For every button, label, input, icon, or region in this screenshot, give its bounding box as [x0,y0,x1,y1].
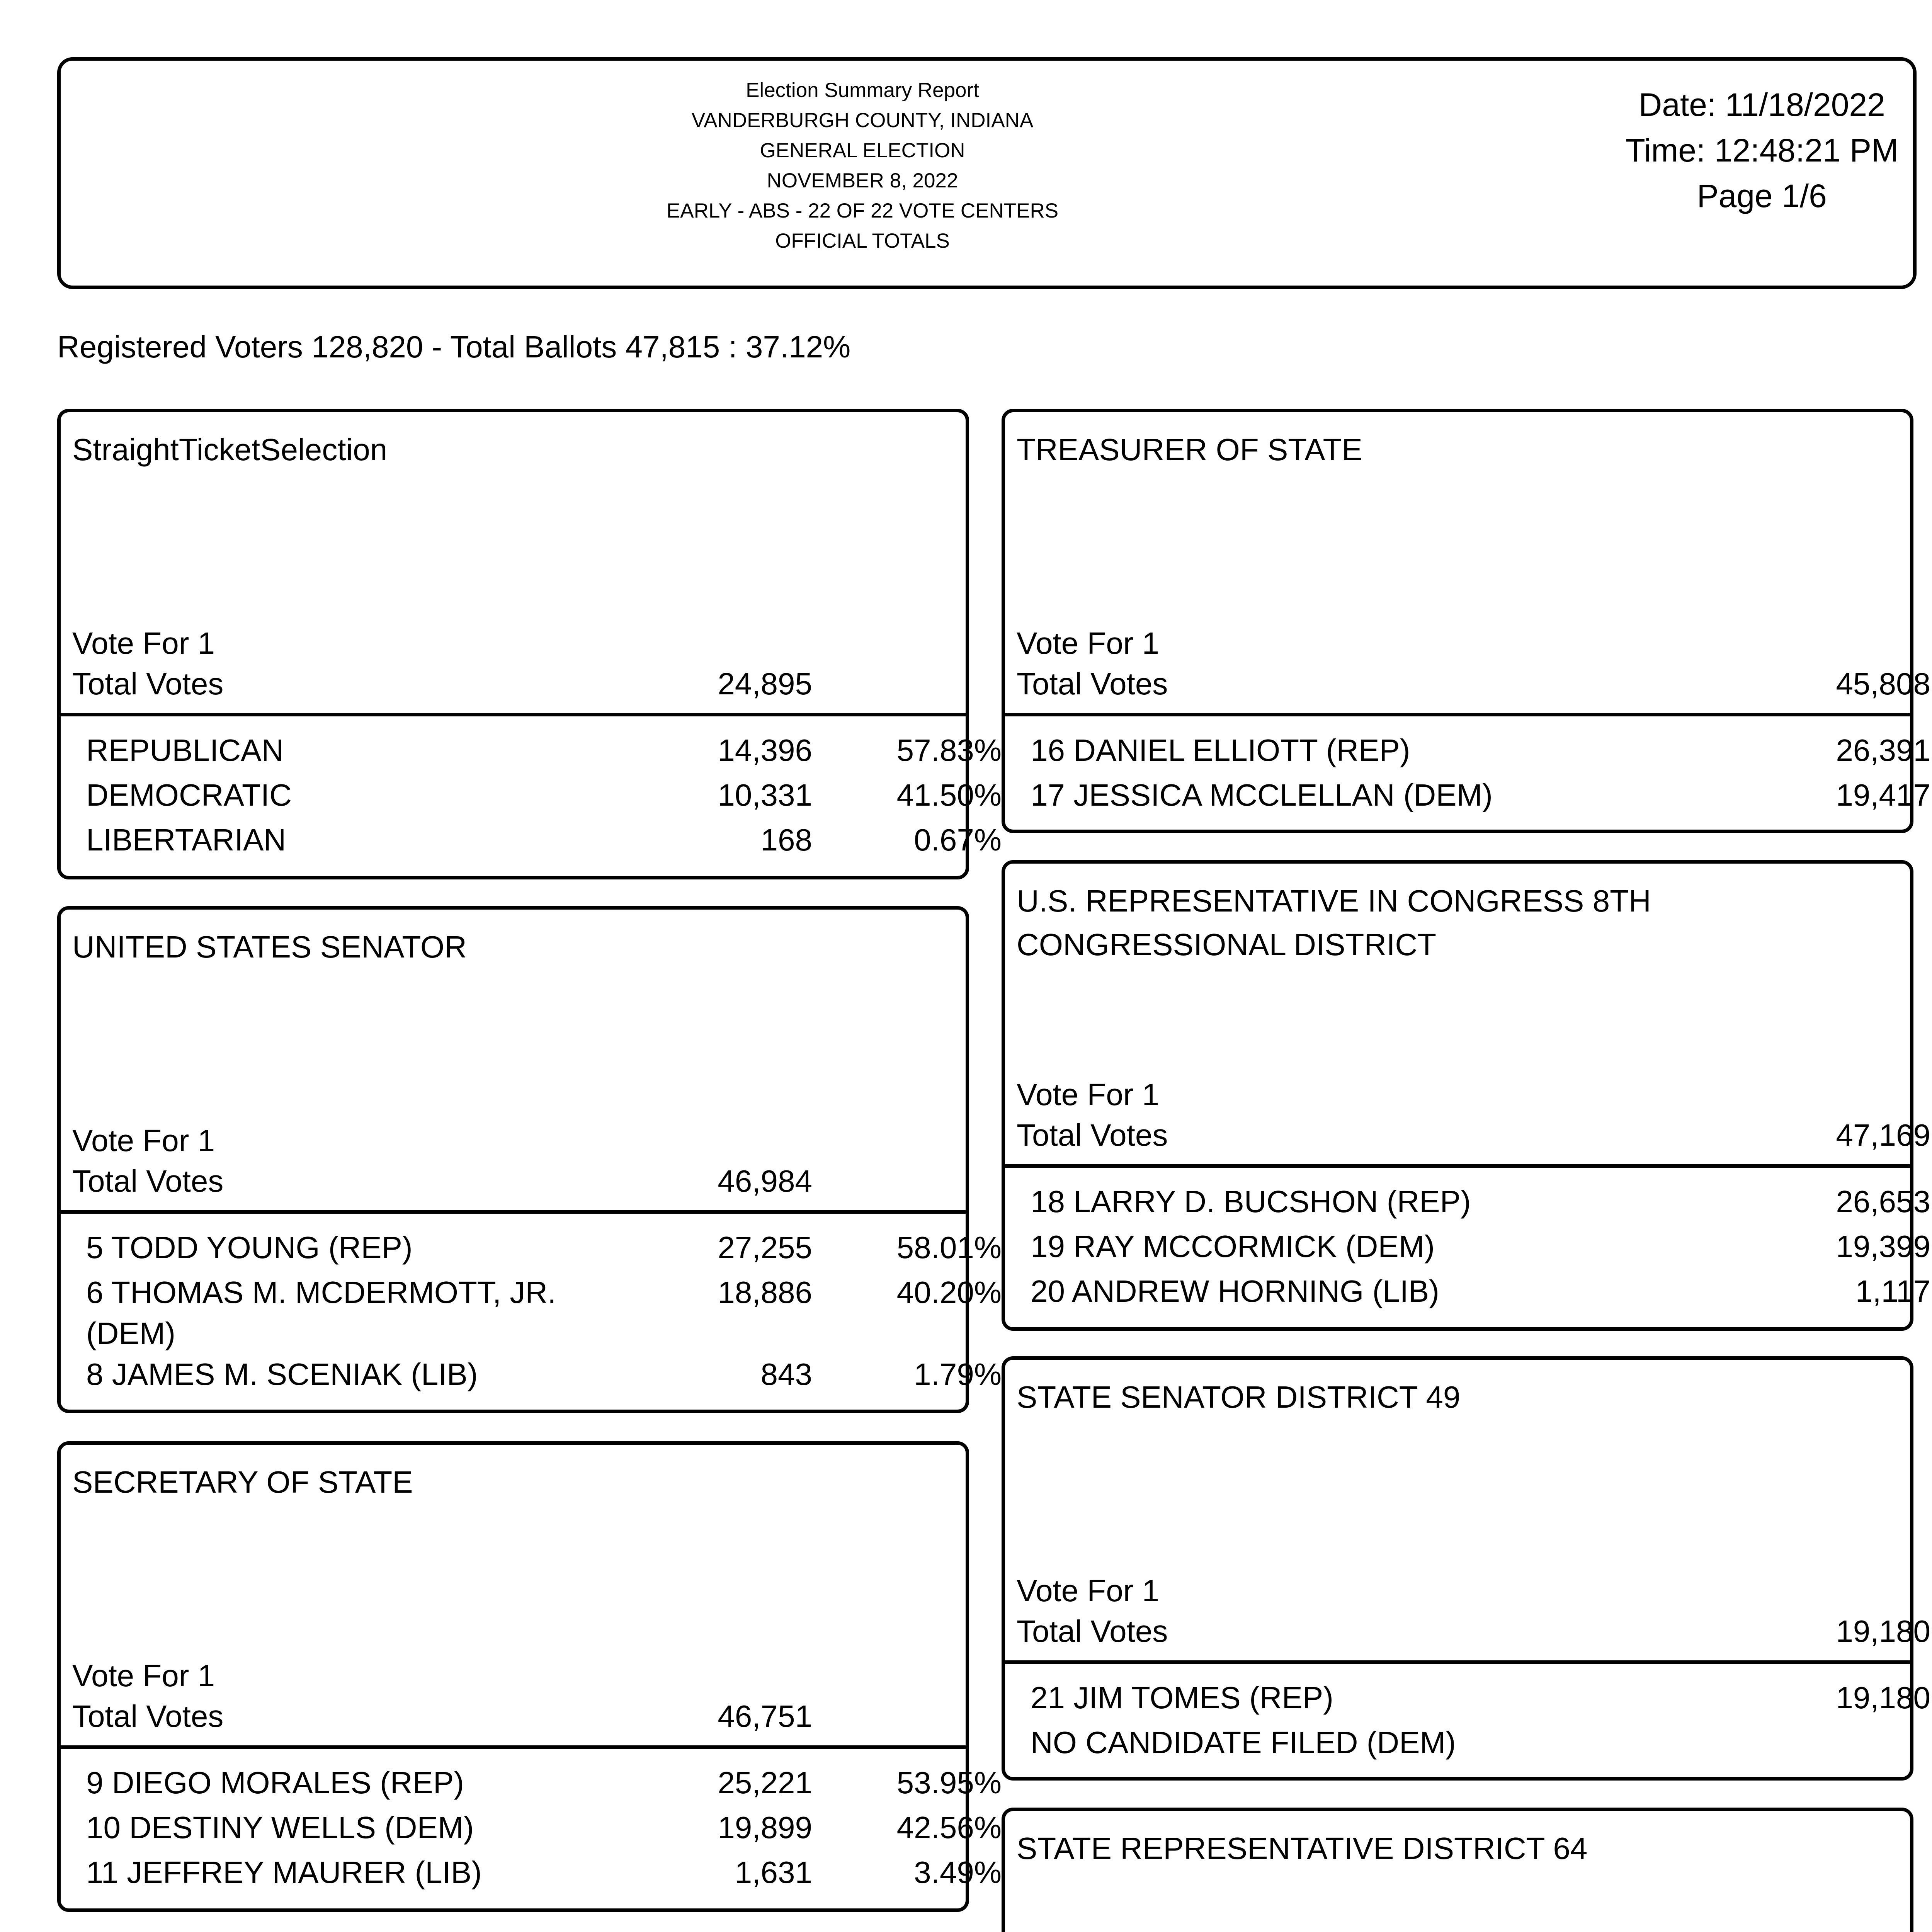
candidate-name: 9 DIEGO MORALES (REP) [86,1765,464,1800]
contest-secretary-of-state [57,1441,1002,1912]
candidate-name: 17 JESSICA MCCLELLAN (DEM) [1031,778,1493,812]
candidate-votes: 1,117 [1855,1274,1930,1308]
candidate-votes: 26,391 [1836,733,1930,767]
vote-for: Vote For 1 [1017,626,1160,660]
page-number: Page 1/6 [1697,178,1827,214]
contest-state-senator-49 [1002,1356,1930,1781]
total-votes-value: 24,895 [718,667,812,701]
candidate-votes: 19,399 [1836,1229,1930,1264]
candidate-votes: 14,396 [718,733,812,767]
candidate-percent: 53.95% [896,1765,1002,1800]
vote-for: Vote For 1 [1017,1573,1160,1608]
total-votes-label: Total Votes [72,667,224,701]
contest-treasurer-of-state [1002,409,1930,833]
total-votes-value: 19,180 [1836,1614,1930,1648]
candidate-votes: 843 [760,1357,812,1391]
total-votes-value: 45,808 [1836,667,1930,701]
candidate-name: 6 THOMAS M. MCDERMOTT, JR. (DEM) [86,1275,556,1350]
total-votes-label: Total Votes [1017,1614,1168,1648]
report-title-block [61,75,1664,256]
contest-title: STATE REPRESENTATIVE DISTRICT 64 [1017,1831,1588,1866]
candidate-percent: 58.01% [896,1230,1002,1265]
report-date: Date: 11/18/2022 [1638,87,1885,123]
contest-straight-ticket [57,409,1002,879]
candidate-name: 10 DESTINY WELLS (DEM) [86,1810,474,1845]
total-votes-label: Total Votes [72,1164,224,1198]
candidate-votes: 19,899 [718,1810,812,1845]
vote-for: Vote For 1 [72,1123,215,1158]
official-totals: OFFICIAL TOTALS [775,230,950,252]
vote-for: Vote For 1 [72,626,215,660]
election-date: NOVEMBER 8, 2022 [767,169,958,192]
contest-title: StraightTicketSelection [72,432,388,467]
candidate-votes: 27,255 [718,1230,812,1265]
candidate-percent: 3.49% [914,1855,1002,1889]
candidate-name: 19 RAY MCCORMICK (DEM) [1031,1229,1435,1264]
divider [61,1745,966,1749]
total-votes-value: 46,751 [718,1699,812,1733]
total-votes-value: 46,984 [718,1164,812,1198]
divider [1005,713,1910,716]
contest-title: UNITED STATES SENATOR [72,930,467,964]
total-votes-value: 47,169 [1836,1118,1930,1152]
divider [1005,1164,1910,1168]
report-title: Election Summary Report [746,79,979,102]
candidate-votes: 1,631 [735,1855,812,1889]
contest-us-senator [57,906,1002,1413]
candidate-name: LIBERTARIAN [86,823,286,857]
candidate-votes: 25,221 [718,1765,812,1800]
candidate-percent: 0.67% [914,823,1002,857]
candidate-votes: 168 [760,823,812,857]
candidate-name: DEMOCRATIC [86,778,292,812]
candidate-votes: 26,653 [1836,1184,1930,1219]
vote-for: Vote For 1 [1017,1077,1160,1112]
candidate-name: REPUBLICAN [86,733,284,767]
candidate-percent: 57.83% [896,733,1002,767]
contest-us-representative [1002,860,1930,1331]
candidate-name: 11 JEFFREY MAURER (LIB) [86,1855,482,1889]
contest-title-line: CONGRESSIONAL DISTRICT [1017,927,1437,962]
candidate-percent: 42.56% [896,1810,1002,1845]
vote-for: Vote For 1 [72,1658,215,1693]
divider [1005,1660,1910,1664]
election-type: GENERAL ELECTION [760,139,965,162]
contest-title: STATE SENATOR DISTRICT 49 [1017,1380,1461,1414]
candidate-votes: 19,180 [1836,1680,1930,1715]
candidate-percent: 41.50% [896,778,1002,812]
contest-title [1017,879,1651,966]
candidate-name: 20 ANDREW HORNING (LIB) [1031,1274,1439,1308]
total-votes-label: Total Votes [72,1699,224,1733]
candidate-name: 8 JAMES M. SCENIAK (LIB) [86,1357,478,1391]
report-header [57,57,1917,289]
county-name: VANDERBURGH COUNTY, INDIANA [691,109,1034,132]
report-time: Time: 12:48:21 PM [1625,132,1898,168]
candidate-percent: 1.79% [914,1357,1002,1391]
total-votes-label: Total Votes [1017,667,1168,701]
candidate-percent: 40.20% [896,1275,1002,1310]
contest-title: SECRETARY OF STATE [72,1465,413,1499]
candidate-name: 5 TODD YOUNG (REP) [86,1230,413,1265]
candidate-votes: 10,331 [718,778,812,812]
contest-title: TREASURER OF STATE [1017,432,1362,467]
candidate-votes: 18,886 [718,1275,812,1310]
contest-title-line: U.S. REPRESENTATIVE IN CONGRESS 8TH [1017,884,1651,918]
divider [61,713,966,716]
contest-state-rep-64 [1002,1808,1913,1932]
candidate-name: 21 JIM TOMES (REP) [1031,1680,1333,1715]
vote-centers: EARLY - ABS - 22 OF 22 VOTE CENTERS [666,199,1059,222]
candidate-name: NO CANDIDATE FILED (DEM) [1031,1725,1456,1760]
report-meta [1625,82,1898,219]
total-votes-label: Total Votes [1017,1118,1168,1152]
candidate-votes: 19,417 [1836,778,1930,812]
divider [61,1210,966,1214]
registered-voters-summary: Registered Voters 128,820 - Total Ballots 47,815 : 37.12% [57,330,851,364]
candidate-name: 18 LARRY D. BUCSHON (REP) [1031,1184,1471,1219]
candidate-name: 16 DANIEL ELLIOTT (REP) [1031,733,1410,767]
